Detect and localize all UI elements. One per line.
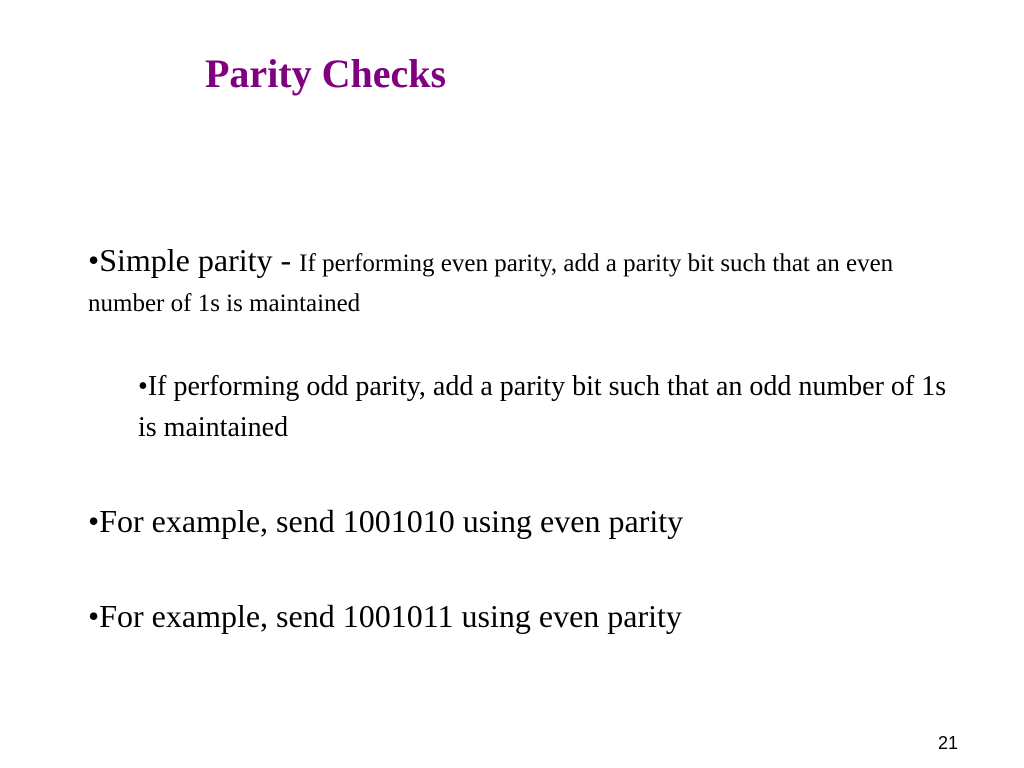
bullet-simple-parity [88, 240, 948, 324]
bullet-text: For example, send 1001010 using even parity [99, 503, 684, 539]
bullet-marker: • [88, 242, 100, 278]
slide-title: Parity Checks [205, 51, 447, 96]
bullet-example-1 [88, 497, 948, 545]
bullet-marker: • [88, 598, 100, 634]
bullet-text: If performing odd parity, add a parity bit such that an odd number of 1s is maintained [138, 371, 947, 443]
bullet-lead-text: Simple parity - [99, 242, 300, 278]
bullet-example-2 [88, 592, 948, 640]
bullet-text: For example, send 1001011 using even parity [99, 598, 682, 634]
bullet-text: If performing even parity, add a parity bit such that an even number of 1s is maintained [88, 250, 894, 317]
page-number: 21 [938, 733, 959, 753]
bullet-marker: • [88, 503, 100, 539]
bullet-marker: • [138, 371, 148, 402]
bullet-odd-parity [138, 366, 958, 448]
